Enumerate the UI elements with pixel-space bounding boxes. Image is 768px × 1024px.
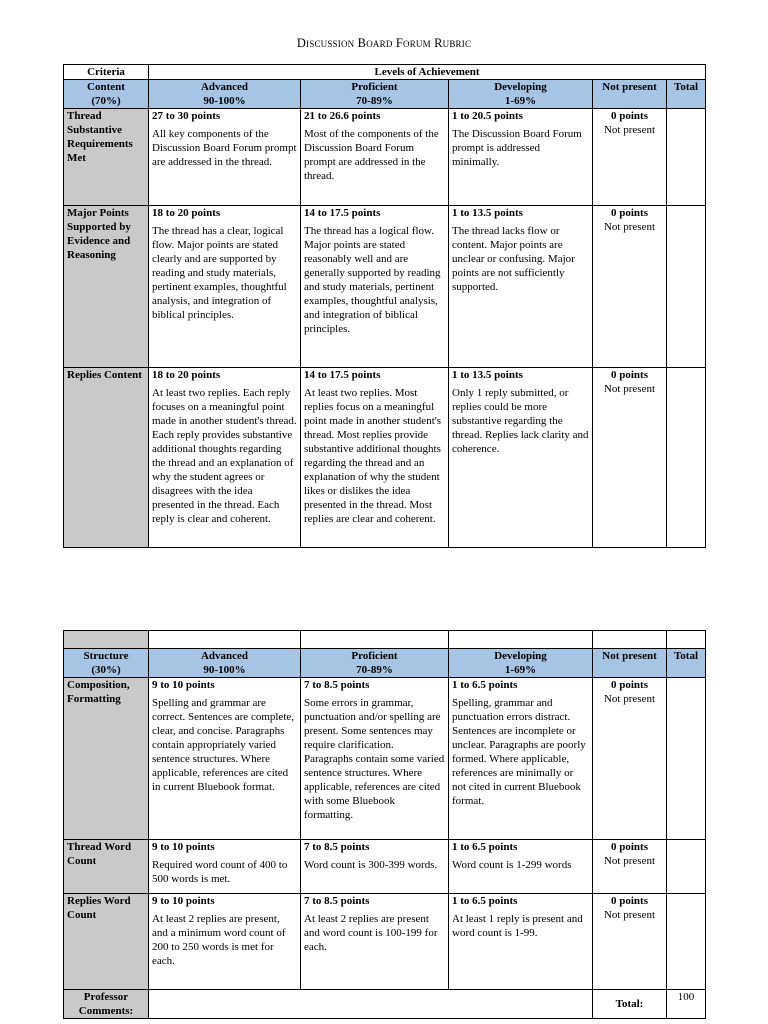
level-header-advanced: Advanced 90-100% [149,80,301,109]
criteria-label: Criteria [64,65,149,80]
rubric-cell-developing: 1 to 6.5 points Spelling, grammar and punctuation errors distract. Sentences are incomplete or unclear. Paragraphs are poorly formed. Where applicable, references are minimally or not cited in current Bluebook format. [449,678,593,840]
rubric-cell-proficient: 14 to 17.5 points At least two replies. Most replies focus on a meaningful point made in another student's thread. Most replies provide substantive additional thoughts regarding the thread and an explanation of why the student likes or dislikes the idea presented in the thread. Most replies are clear and coherent. [301,368,449,548]
rubric-cell-advanced: 9 to 10 points Spelling and grammar are correct. Sentences are complete, clear, and concise. Paragraphs contain appropriately varied sentence structures. Where applicable, references are cited in current Bluebook format. [149,678,301,840]
level-header-proficient: Proficient 70-89% [301,649,449,678]
level-header-advanced: Advanced 90-100% [149,649,301,678]
table-row [64,109,706,206]
rubric-cell-not-present: 0 points Not present [593,840,667,894]
rubric-cell-advanced: 9 to 10 points Required word count of 400 to 500 words is met. [149,840,301,894]
content-header: Content (70%) [64,80,149,109]
criterion-label: Composition, Formatting [64,678,149,840]
rubric-cell-developing: 1 to 13.5 points The thread lacks flow or content. Major points are unclear or confusing. Major points are not sufficiently supported. [449,206,593,368]
table-row [64,206,706,368]
level-header-developing: Developing 1-69% [449,649,593,678]
rubric-cell-proficient: 7 to 8.5 points Word count is 300-399 words. [301,840,449,894]
structure-header: Structure (30%) [64,649,149,678]
rubric-cell-proficient: 7 to 8.5 points At least 2 replies are present and word count is 100-199 for each. [301,894,449,990]
level-header-proficient: Proficient 70-89% [301,80,449,109]
structure-rubric-table [63,630,706,1019]
level-header-developing: Developing 1-69% [449,80,593,109]
rubric-cell-not-present: 0 points Not present [593,109,667,206]
levels-label: Levels of Achievement [149,65,706,80]
professor-comments-label: Professor Comments: [64,990,149,1019]
table-row [64,368,706,548]
table-row [64,678,706,840]
rubric-cell-proficient: 21 to 26.6 points Most of the components of the Discussion Board Forum prompt are addressed in the thread. [301,109,449,206]
rubric-cell-advanced: 9 to 10 points At least 2 replies are present, and a minimum word count of 200 to 250 words is met for each. [149,894,301,990]
rubric-cell-advanced: 18 to 20 points The thread has a clear, logical flow. Major points are stated clearly and are supported by reading and study materials, pertinent examples, thoughtful analysis, and integration of biblical principles. [149,206,301,368]
criterion-label: Replies Word Count [64,894,149,990]
criterion-label: Replies Content [64,368,149,548]
criterion-label: Major Points Supported by Evidence and Reasoning [64,206,149,368]
rubric-cell-advanced: 27 to 30 points All key components of the Discussion Board Forum prompt are addressed in the thread. [149,109,301,206]
document-title: Discussion Board Forum Rubric [296,36,472,50]
rubric-cell-total [667,206,706,368]
rubric-cell-total [667,894,706,990]
rubric-cell-developing: 1 to 20.5 points The Discussion Board Forum prompt is addressed minimally. [449,109,593,206]
rubric-cell-proficient: 7 to 8.5 points Some errors in grammar, punctuation and/or spelling are present. Some sentences may require clarification. Paragraphs contain some varied sentence structures. Where applicable, references are cited with some Bluebook formatting. [301,678,449,840]
rubric-cell-developing: 1 to 13.5 points Only 1 reply submitted, or replies could be more substantive regarding the thread. Replies lack clarity and coherence. [449,368,593,548]
rubric-cell-total [667,678,706,840]
not-present-header: Not present [593,80,667,109]
total-header: Total [667,80,706,109]
table-row [64,894,706,990]
not-present-header: Not present [593,649,667,678]
rubric-cell-developing: 1 to 6.5 points Word count is 1-299 words [449,840,593,894]
rubric-cell-advanced: 18 to 20 points At least two replies. Each reply focuses on a meaningful point made in another student's thread. Each reply provides substantive additional thoughts regarding the thread and an explanation of why the student agrees or disagrees with the idea presented in the thread. Each reply is clear and coherent. [149,368,301,548]
rubric-cell-total [667,840,706,894]
total-label: Total: [593,990,667,1019]
rubric-cell-developing: 1 to 6.5 points At least 1 reply is present and word count is 1-99. [449,894,593,990]
rubric-cell-not-present: 0 points Not present [593,678,667,840]
rubric-cell-not-present: 0 points Not present [593,368,667,548]
rubric-cell-total [667,368,706,548]
total-header: Total [667,649,706,678]
rubric-cell-not-present: 0 points Not present [593,894,667,990]
rubric-cell-proficient: 14 to 17.5 points The thread has a logical flow. Major points are stated reasonably well and are generally supported by reading and study materials, pertinent examples, thoughtful analysis, and integration of biblical principles. [301,206,449,368]
criterion-label: Thread Substantive Requirements Met [64,109,149,206]
criterion-label: Thread Word Count [64,840,149,894]
total-value: 100 [667,990,706,1019]
content-rubric-table [63,64,706,548]
table-row [64,840,706,894]
rubric-cell-not-present: 0 points Not present [593,206,667,368]
rubric-cell-total [667,109,706,206]
professor-comments-field[interactable] [149,990,593,1019]
table-row [64,990,706,1019]
